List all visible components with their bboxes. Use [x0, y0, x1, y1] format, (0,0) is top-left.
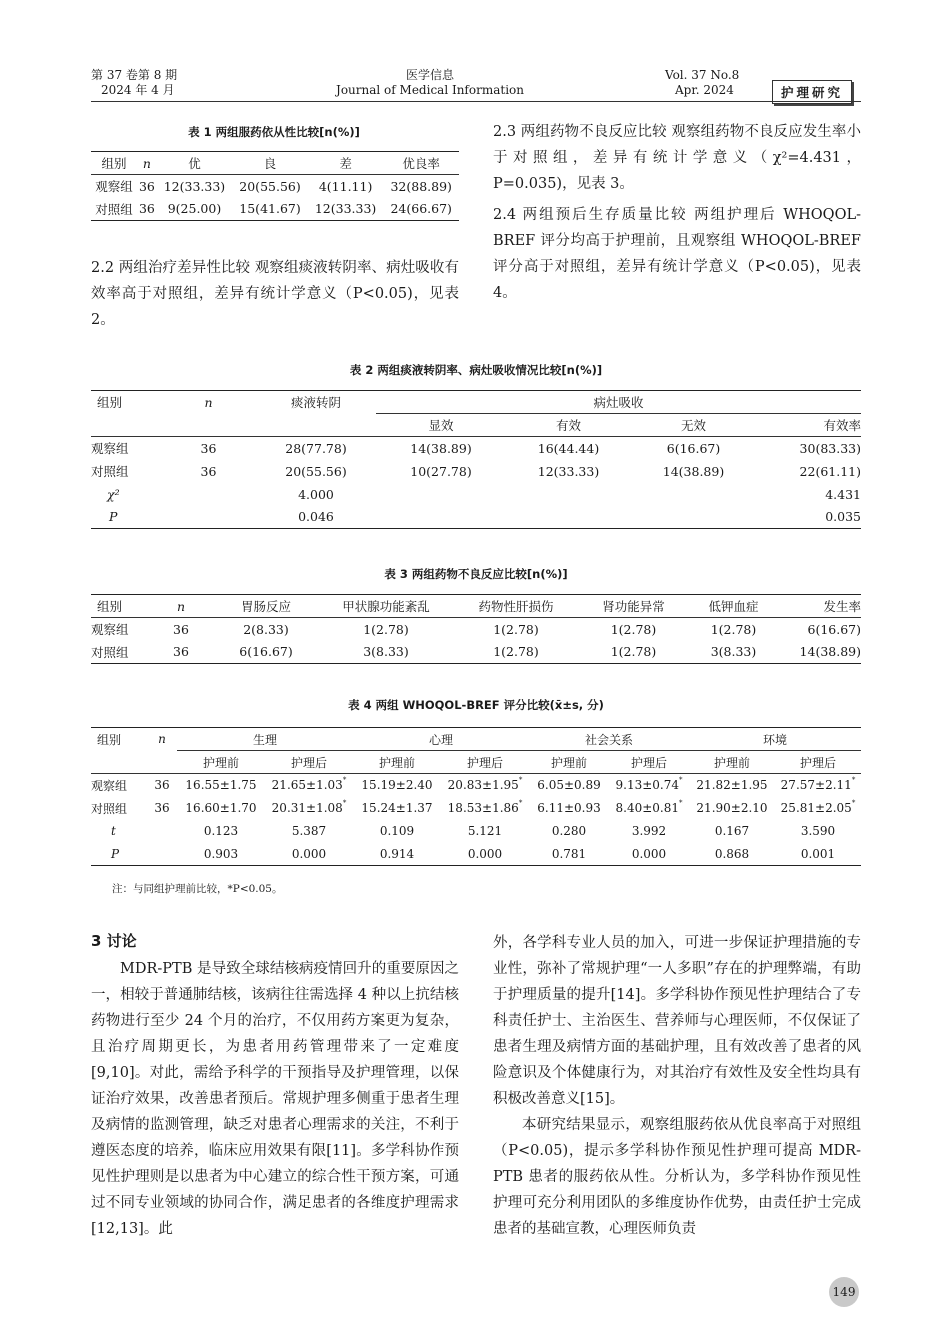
- table-row: 对照组 36 16.60±1.70 20.31±1.08* 15.24±1.37 18.53±1.86* 6.11±0.93 8.40±0.81* 21.90±2.10 25.81±2.05*: [91, 799, 856, 816]
- discussion-right-para1: 外，各学科专业人员的加入，可进一步保证护理措施的专业性，弥补了常规护理“一人多职”存在的护理弊端，有助于护理质量的提升[14]。多学科协作预见性护理结合了专科责任护士、主治医生、营养师与心理医师，不仅保证了患者生理及病情方面的基础护理，且有效改善了患者的风险意识及个体健康行为，对其治疗有效性及安全性均具有积极改善意义[15]。: [493, 935, 861, 1107]
- table-header-row: 组别 n 优 良 差 优良率: [91, 152, 459, 175]
- section-3-title: 3 讨论: [91, 932, 137, 950]
- section-2-4: 2.4 两组预后生存质量比较 两组护理后 WHOQOL-BREF 评分均高于护理前，且观察组 WHOQOL-BREF 评分高于对照组，差异有统计学意义（P<0.05)，见表 4。: [493, 207, 861, 301]
- table3: [91, 594, 861, 664]
- table-subheader-row: 护理前 护理后 护理前 护理后 护理前 护理后 护理前 护理后: [91, 751, 861, 774]
- journal-volume: 第 37 卷第 8 期 2024 年 4 月: [91, 68, 178, 97]
- table1-caption: 表 1 两组服药依从性比较[n(%)]: [188, 125, 360, 139]
- section-2-2: 2.2 两组治疗差异性比较 观察组痰液转阴率、病灶吸收有效率高于对照组，差异有统计学意义（P<0.05)，见表 2。: [91, 260, 459, 328]
- header-rule: [91, 101, 861, 102]
- table4-caption: 表 4 两组 WHOQOL-BREF 评分比较(x̄±s, 分): [348, 698, 604, 712]
- discussion-right-para2: 本研究结果显示，观察组服药依从优良率高于对照组（P<0.05)，提示多学科协作预见性护理可提高 MDR-PTB 患者的服药依从性。分析认为，多学科协作预见性护理可充分利用团队的多维度协作优势，由责任护士完成患者的基础宣教，心理医师负责: [493, 1117, 861, 1237]
- table-row: χ² 4.000 4.431: [107, 486, 861, 502]
- table-header-row: 组别 n 生理 心理 社会关系 环境: [91, 728, 861, 751]
- table-row: 对照组 36 6(16.67) 3(8.33) 1(2.78) 1(2.78) 3(8.33) 14(38.89): [91, 641, 861, 664]
- section-2-3: 2.3 两组药物不良反应比较 观察组药物不良反应发生率小于对照组，差异有统计学意义（χ²=4.431，P=0.035)，见表 3。: [493, 124, 861, 192]
- table-row: 观察组 36 16.55±1.75 21.65±1.03* 15.19±2.40 20.83±1.95* 6.05±0.89 9.13±0.74* 21.82±1.95 27.57±2.11*: [91, 776, 856, 793]
- page-number: 149: [829, 1277, 859, 1307]
- table2: [91, 390, 861, 529]
- discussion-left-column: MDR-PTB 是导致全球结核病疫情回升的重要原因之一，相较于普通肺结核，该病往往需选择 4 种以上抗结核药物进行至少 24 个月的治疗，不仅用药方案更为复杂，且治疗周期更长，为患者用药管理带来了一定难度[9,10]。对此，需给予科学的干预指导及护理管理，以保证治疗效果，改善患者预后。常规护理多侧重于患者生理及病情的监测管理，缺乏对患者心理需求的关注，不利于遵医态度的培养，临床应用效果有限[11]。多学科协作预见性护理则是以患者为中心建立的综合性干预方案，可通过不同专业领域的协同合作，满足患者的各维度护理需求[12,13]。此: [91, 961, 459, 1237]
- table-header-row: 组别 n 胃肠反应 甲状腺功能紊乱 药物性肝损伤 肾功能异常 低钾血症 发生率: [91, 595, 861, 618]
- section-badge: 护理研究: [772, 80, 852, 104]
- table-subheader-row: 显效 有效 无效 有效率: [91, 414, 861, 437]
- table-row: t 0.123 5.387 0.109 5.121 0.280 3.992 0.167 3.590: [111, 824, 836, 838]
- table-header-row: 组别 n 痰液转阴 病灶吸收: [91, 391, 861, 414]
- table4: [91, 727, 861, 866]
- table3-caption: 表 3 两组药物不良反应比较[n(%)]: [384, 567, 568, 581]
- table-row: 观察组 36 28(77.78) 14(38.89) 16(44.44) 6(16.67) 30(83.33): [91, 440, 861, 457]
- table-row: 观察组 36 12(33.33) 20(55.56) 4(11.11) 32(88.89): [95, 178, 452, 195]
- table4-note: 注：与同组护理前比较，*P<0.05。: [112, 883, 283, 895]
- table-row: P 0.046 0.035: [91, 506, 861, 529]
- journal-volume-en: Vol. 37 No.8 Apr. 2024: [665, 68, 740, 97]
- table-row: 对照组 36 9(25.00) 15(41.67) 12(33.33) 24(66.67): [91, 198, 459, 221]
- table2-caption: 表 2 两组痰液转阴率、病灶吸收情况比较[n(%)]: [349, 363, 603, 377]
- table-row: P 0.903 0.000 0.914 0.000 0.781 0.000 0.868 0.001: [91, 843, 861, 866]
- journal-title: 医学信息 Journal of Medical Information: [336, 68, 524, 97]
- table1: [91, 151, 459, 221]
- table-row: 观察组 36 2(8.33) 1(2.78) 1(2.78) 1(2.78) 1(2.78) 6(16.67): [91, 621, 861, 638]
- table-row: 对照组 36 20(55.56) 10(27.78) 12(33.33) 14(38.89) 22(61.11): [91, 463, 861, 479]
